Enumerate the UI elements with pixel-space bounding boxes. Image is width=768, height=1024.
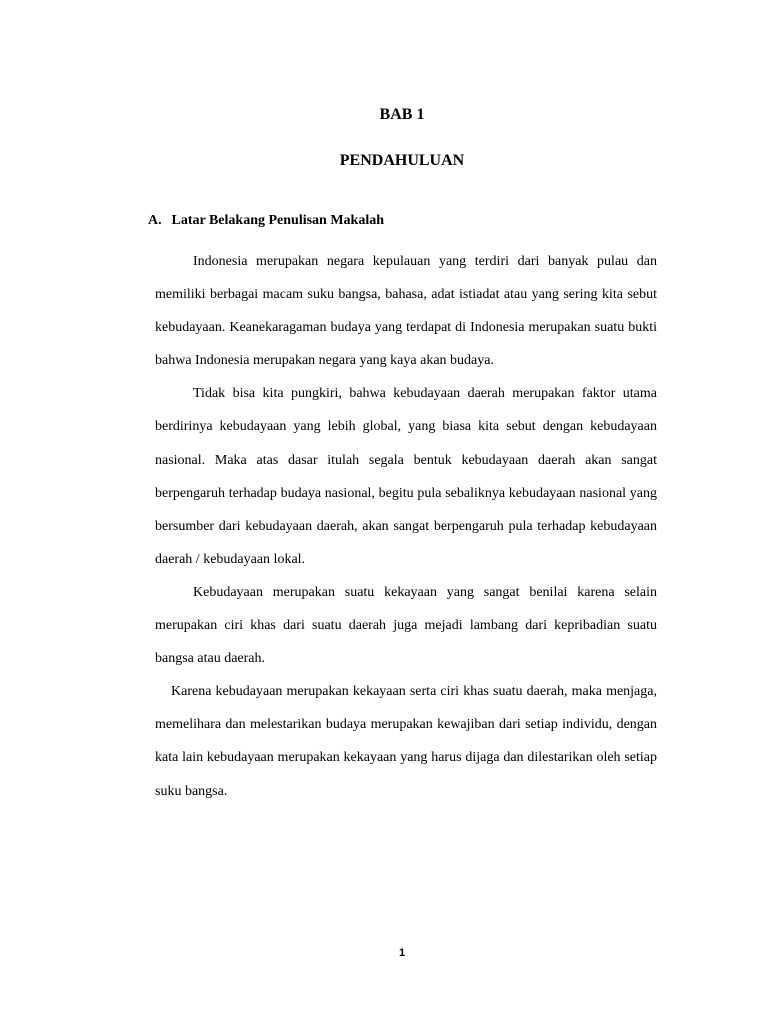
section-marker: A.: [148, 213, 162, 228]
page-number: 1: [398, 947, 406, 959]
body-text: [155, 245, 657, 808]
paragraph-4: Karena kebudayaan merupakan kekayaan serta ciri khas suatu daerah, maka menjaga, memelihara dan melestarikan budaya merupakan kewajiban dari setiap individu, dengan kata lain kebudayaan merupakan kekayaan yang harus dijaga dan dilestarikan oleh setiap suku bangsa.: [155, 684, 657, 799]
paragraph-3: Kebudayaan merupakan suatu kekayaan yang sangat benilai karena selain merupakan ciri khas dari suatu daerah juga mejadi lambang dari kepribadian suatu bangsa atau daerah.: [155, 584, 657, 667]
chapter-number: BAB 1: [379, 106, 425, 123]
section-title: Latar Belakang Penulisan Makalah: [171, 213, 385, 228]
paragraph-2: Tidak bisa kita pungkiri, bahwa kebudayaan daerah merupakan faktor utama berdirinya kebudayaan yang lebih global, yang biasa kita sebut dengan kebudayaan nasional. Maka atas dasar itulah segala bentuk kebudayaan daerah akan sangat berpengaruh terhadap budaya nasional, begitu pula sebaliknya kebudayaan nasional yang bersumber dari kebudayaan daerah, akan sangat berpengaruh pula terhadap kebudayaan daerah / kebudayaan lokal.: [155, 386, 657, 567]
section-heading: [148, 211, 384, 231]
paragraph-1: Indonesia merupakan negara kepulauan yang terdiri dari banyak pulau dan memiliki berbagai macam suku bangsa, bahasa, adat istiadat atau yang sering kita sebut kebudayaan. Keanekaragaman budaya yang terdapat di Indonesia merupakan suatu bukti bahwa Indonesia merupakan negara yang kaya akan budaya.: [155, 254, 657, 369]
chapter-title: PENDAHULUAN: [339, 152, 465, 169]
